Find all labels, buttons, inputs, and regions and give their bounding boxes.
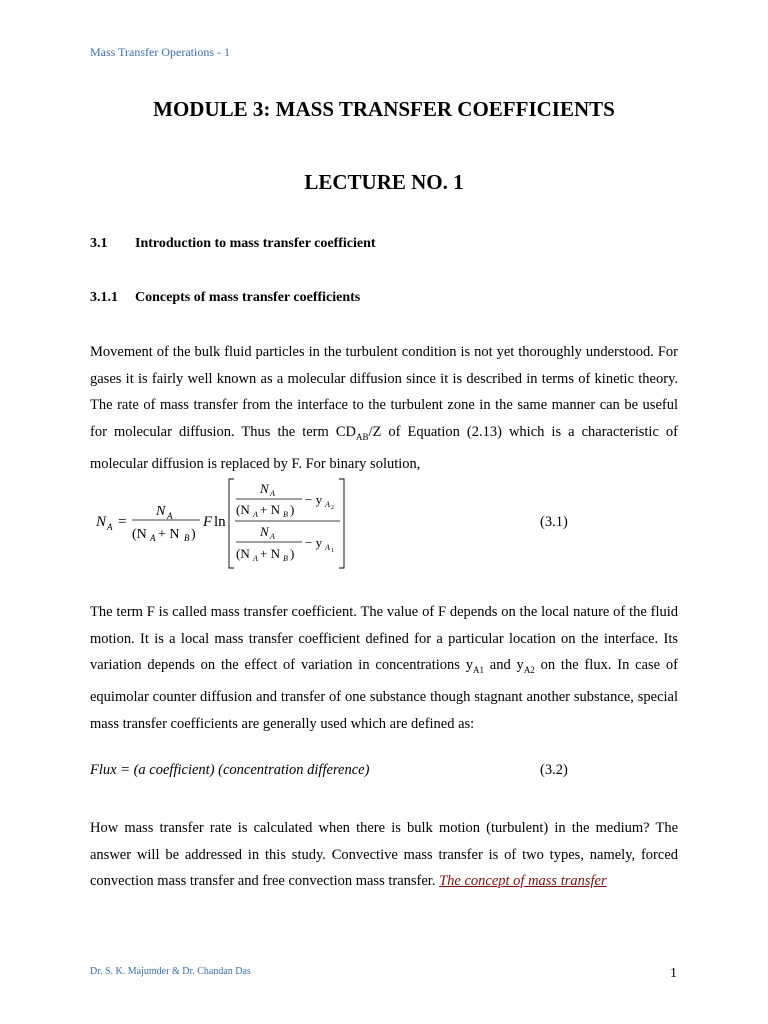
section-number: 3.1 [90, 236, 108, 251]
equation-text: Flux = (a coefficient) (concentration difference) [90, 762, 370, 778]
paragraph-text: How mass transfer rate is calculated when there is bulk motion (turbulent) in the medium? The answer will be addressed in this study. Convective mass transfer is of two types, namely, forced convection mass transfer and free convection mass transfer. [90, 820, 678, 890]
paragraph-text: /Z of Equation (2.13) which is a characteristic of molecular diffusion is replaced by F. For binary solution, [90, 424, 678, 472]
svg-text:B: B [283, 554, 288, 563]
svg-text:− y: − y [305, 535, 323, 550]
svg-text:B: B [283, 510, 288, 519]
underlined-link-text: The concept of mass transfer [439, 873, 607, 890]
subscript: A1 [473, 665, 484, 676]
svg-text:B: B [184, 533, 190, 543]
paragraph-text: and y [484, 657, 524, 674]
svg-text:(N: (N [132, 527, 147, 542]
svg-text:+ N: + N [158, 527, 180, 542]
svg-text:N: N [260, 481, 269, 496]
svg-text:A: A [253, 510, 258, 519]
section-title: Introduction to mass transfer coefficient [135, 236, 376, 251]
svg-text:ln: ln [214, 514, 226, 530]
svg-text:): ) [290, 502, 295, 517]
svg-text:=: = [118, 514, 127, 530]
subscript: AB [355, 432, 369, 442]
svg-text:A: A [325, 543, 330, 552]
svg-text:A: A [107, 522, 113, 532]
svg-text:A: A [150, 533, 156, 543]
module-title: MODULE 3: MASS TRANSFER COEFFICIENTS [153, 97, 615, 121]
svg-text:− y: − y [305, 492, 323, 507]
equation-number: (3.2) [540, 762, 568, 778]
subscript: A2 [523, 665, 535, 676]
svg-text:+ N: + N [260, 502, 280, 517]
svg-text:A: A [325, 500, 330, 509]
svg-text:(N: (N [236, 502, 250, 517]
running-header: Mass Transfer Operations - 1 [90, 45, 230, 59]
svg-text:): ) [290, 546, 295, 561]
svg-text:1: 1 [331, 548, 334, 554]
equation-3-1 [90, 474, 690, 574]
section-title: Concepts of mass transfer coefficients [135, 290, 361, 305]
paragraph-text: Movement of the bulk fluid particles in the turbulent condition is not yet thoroughly understood. For gases it is fairly well known as a molecular diffusion since it is described in terms of kinetic theory. The rate of mass transfer from the interface to the turbulent zone in the same manner can be useful for molecular diffusion. Thus the term CD [90, 344, 678, 441]
section-number: 3.1.1 [90, 290, 118, 305]
paragraph-text: The term F is called mass transfer coefficient. The value of F depends on the local nature of the fluid motion. It is a local mass transfer coefficient defined for a particular location on the interface. Its variation depends on the effect of variation in concentrations y [90, 604, 678, 674]
svg-text:(N: (N [236, 546, 250, 561]
footer-authors: Dr. S. K. Majumder & Dr. Chandan Das [90, 966, 251, 977]
svg-text:A: A [270, 489, 275, 498]
svg-text:+ N: + N [260, 546, 280, 561]
svg-text:N: N [96, 514, 107, 530]
svg-text:): ) [191, 527, 196, 542]
svg-text:N: N [156, 504, 166, 519]
equation-3-1-graphic [90, 474, 690, 574]
paragraph-mass-transfer-coefficient [90, 599, 678, 737]
equation-3-2 [90, 762, 369, 779]
svg-text:F: F [203, 514, 213, 530]
lecture-title: LECTURE NO. 1 [304, 170, 464, 194]
section-heading-3-1-1 [90, 290, 360, 306]
paragraph-convective-mass-transfer [90, 815, 678, 895]
paragraph-text: on the flux. In case of equimolar counter diffusion and transfer of one substance though stagnant another substance, special mass transfer coefficients are generally used which are defined as: [90, 657, 678, 732]
svg-text:A: A [253, 554, 258, 563]
section-heading-3-1 [90, 236, 376, 252]
paragraph-bulk-motion [90, 339, 678, 477]
equation-number: (3.1) [540, 514, 568, 530]
page-number: 1 [670, 966, 677, 981]
svg-text:2: 2 [331, 505, 334, 511]
svg-text:A: A [167, 511, 173, 521]
svg-text:N: N [260, 524, 269, 539]
svg-text:A: A [270, 532, 275, 541]
